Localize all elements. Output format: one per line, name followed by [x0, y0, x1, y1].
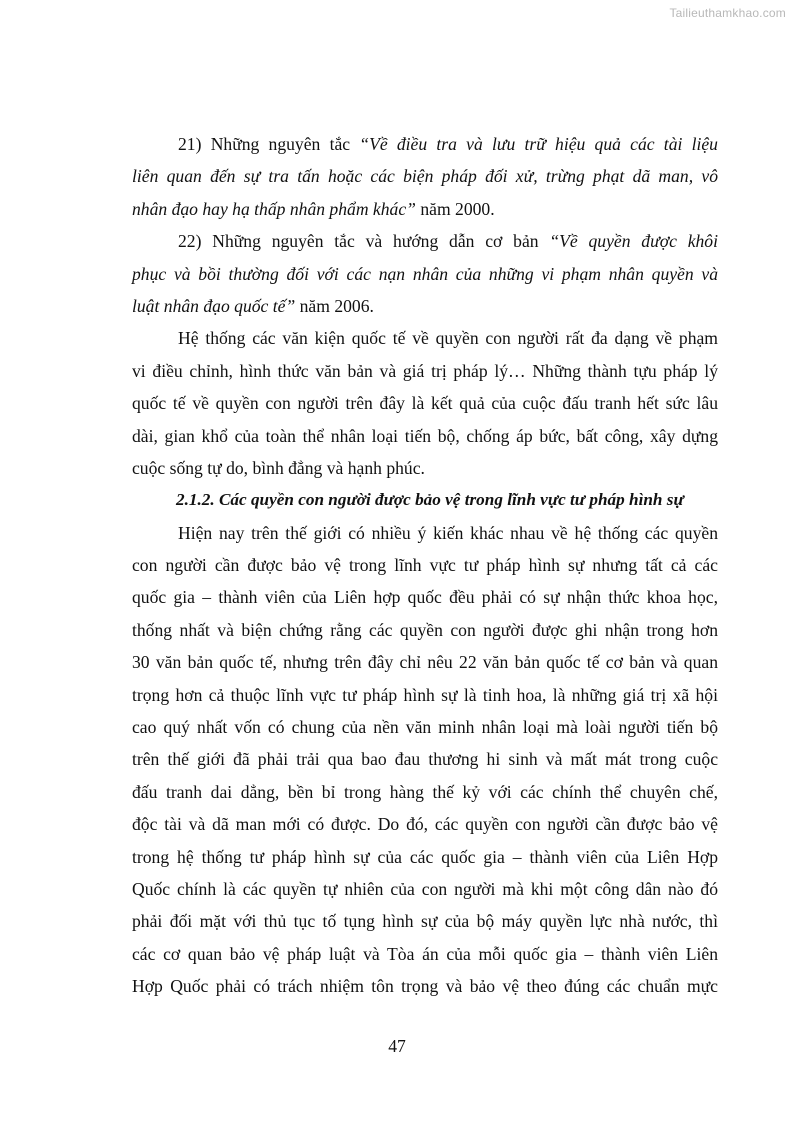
- paragraph-summary: [132, 322, 718, 484]
- paragraph-line: quốc gia – thành viên của Liên hợp quốc đều phải có sự nhận thức khoa học,: [132, 587, 718, 608]
- paragraph-line: trên thế giới đã phải trải qua bao đau thương hi sinh và mất mát trong cuộc: [132, 749, 718, 770]
- paragraph-line: cuộc sống tự do, bình đẳng và hạnh phúc.: [132, 457, 425, 478]
- paragraph-line: quốc tế về quyền con người trên đây là kết quả của cuộc đấu tranh hết sức lâu: [132, 393, 718, 414]
- paragraph-line: phải đối mặt với thủ tục tố tụng hình sự của bộ máy quyền lực nhà nước, thì: [132, 911, 718, 932]
- paragraph-line: con người cần được bảo vệ trong lĩnh vực tư pháp hình sự nhưng tất cả các: [132, 555, 718, 576]
- item-21-line-3: nhân đạo hay hạ thấp nhân phẩm khác” năm 2000.: [132, 198, 495, 219]
- page-body: [132, 128, 718, 1003]
- paragraph-line: vi điều chỉnh, hình thức văn bản và giá trị pháp lý… Những thành tựu pháp lý: [132, 360, 718, 381]
- paragraph-line: 30 văn bản quốc tế, nhưng trên đây chỉ nêu 22 văn bản quốc tế cơ bản và quan: [132, 652, 718, 673]
- section-heading: 2.1.2. Các quyền con người được bảo vệ trong lĩnh vực tư pháp hình sự: [176, 490, 684, 510]
- item-22-line-1: 22) Những nguyên tắc và hướng dẫn cơ bản “Về quyền được khôi: [178, 231, 718, 252]
- paragraph-line: các cơ quan bảo vệ pháp luật và Tòa án của mỗi quốc gia – thành viên Liên: [132, 943, 718, 964]
- item-21-line-1: 21) Những nguyên tắc “Về điều tra và lưu trữ hiệu quả các tài liệu: [178, 134, 718, 154]
- item-21-line-2: liên quan đến sự tra tấn hoặc các biện pháp đối xử, trừng phạt dã man, vô: [132, 166, 718, 187]
- paragraph-line: Quốc chính là các quyền tự nhiên của con người mà khi một công dân nào đó: [132, 878, 718, 899]
- page-number: 47: [388, 1036, 406, 1056]
- item-22-line-3: luật nhân đạo quốc tế” năm 2006.: [132, 295, 374, 316]
- item-22-line-2: phục và bồi thường đối với các nạn nhân của những vi phạm nhân quyền và: [132, 263, 718, 284]
- paragraph-line: thống nhất và biện chứng rằng các quyền con người được ghi nhận trong hơn: [132, 619, 718, 640]
- item-22-number: 22): [178, 231, 202, 252]
- paragraph-rights: [132, 517, 718, 1003]
- paragraph-line: Hệ thống các văn kiện quốc tế về quyền con người rất đa dạng về phạm: [178, 328, 718, 349]
- paragraph-line: Hiện nay trên thế giới có nhiều ý kiến khác nhau về hệ thống các quyền: [178, 522, 718, 543]
- paragraph-line: đấu tranh dai dẳng, bền bỉ trong hàng thế kỷ với các chính thể chuyên chế,: [132, 781, 718, 802]
- paragraph-line: trong hệ thống tư pháp hình sự của các quốc gia – thành viên của Liên Hợp: [132, 846, 718, 867]
- paragraph-line: Hợp Quốc phải có trách nhiệm tôn trọng và bảo vệ theo đúng các chuẩn mực: [132, 976, 718, 997]
- watermark: Tailieuthamkhao.com: [669, 6, 786, 20]
- paragraph-line: dài, gian khổ của toàn thể nhân loại tiến bộ, chống áp bức, bất công, xây dựng: [132, 425, 718, 446]
- item-21-number: 21): [178, 134, 202, 154]
- paragraph-line: trọng hơn cả thuộc lĩnh vực tư pháp hình sự là tinh hoa, là những giá trị xã hội: [132, 684, 718, 705]
- paragraph-line: cao quý nhất vốn có chung của nền văn minh nhân loại mà loài người tiến bộ: [132, 717, 718, 738]
- paragraph-line: độc tài và dã man mới có được. Do đó, các quyền con người cần được bảo vệ: [132, 814, 718, 835]
